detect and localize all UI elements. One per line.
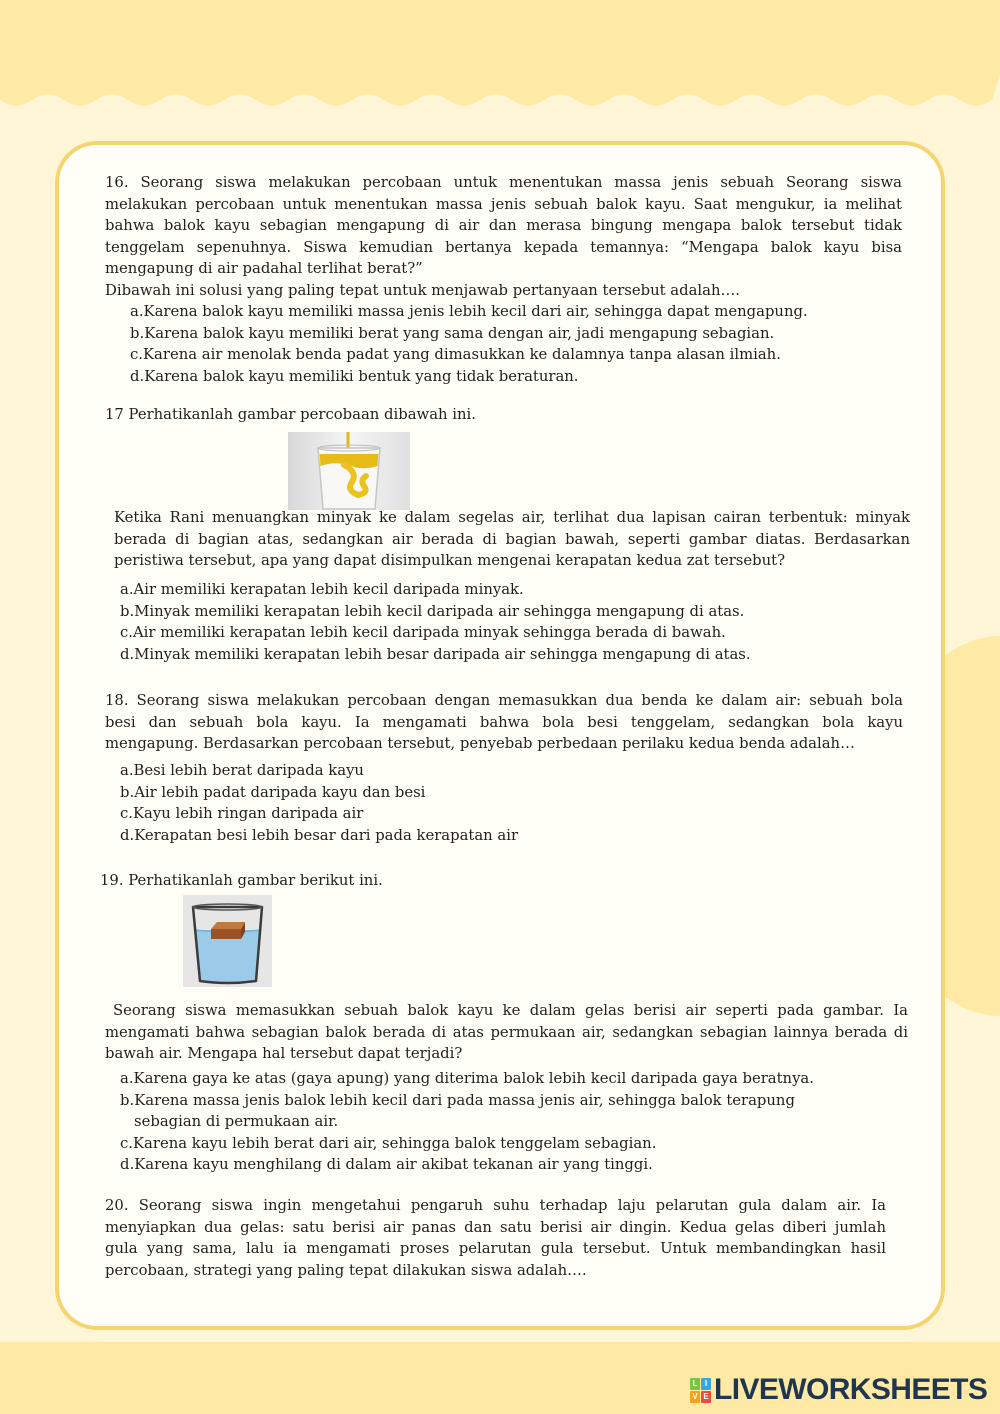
question-17-line: peristiwa tersebut, apa yang dapat disimpulkan mengenai kerapatan kedua zat tersebut? [114,552,786,569]
option-17-b [120,601,900,623]
question-20-line: 20. Seorang siswa ingin mengetahui pengaruh suhu terhadap laju pelarutan gula dalam air. Ia [105,1197,886,1214]
wood-block-front [211,929,241,939]
question-16-line: tenggelam sepenuhnya. Siswa kemudian bertanya kepada temannya: “Mengapa balok kayu bisa [105,238,902,256]
option-19-b-continuation: sebagian di permukaan air. [134,1113,339,1130]
option-label: d. [120,1156,135,1173]
question-17-line: Ketika Rani menuangkan minyak ke dalam segelas air, terlihat dua lapisan cairan terbentuk: minyak [114,509,910,526]
question-19-title-text: 19. Perhatikanlah gambar berikut ini. [100,872,383,889]
question-17-options [120,579,900,665]
option-18-a [120,760,900,782]
question-16-options [105,301,902,387]
oil-water-glass-image [288,432,410,510]
question-17-text [114,507,910,572]
question-19-options [120,1068,900,1176]
question-20-line: percobaan, strategi yang paling tepat dilakukan siswa adalah…. [105,1261,587,1279]
option-label: c. [120,624,133,641]
option-text: Air lebih padat daripada kayu dan besi [134,783,426,801]
option-18-c [120,803,900,825]
option-text: Karena balok kayu memiliki berat yang sama dengan air, jadi mengapung sebagian. [144,324,775,342]
liveworksheets-logo[interactable] [690,1372,987,1408]
question-16 [105,172,902,387]
logo-mark-square: L [690,1378,700,1390]
question-19-line: Seorang siswa memasukkan sebuah balok kayu ke dalam gelas berisi air seperti pada gambar. Ia [113,1002,908,1019]
option-label: d. [130,367,145,385]
option-text: Air memiliki kerapatan lebih kecil daripada minyak. [133,581,524,598]
question-19-line: mengamati bahwa sebagian balok berada di atas permukaan air, sedangkan sebagian lainnya berada di [105,1023,908,1041]
option-text: Karena balok kayu memiliki bentuk yang tidak beraturan. [144,367,579,385]
question-19-line: bawah air. Mengapa hal tersebut dapat terjadi? [105,1045,463,1062]
option-19-a [120,1068,900,1090]
question-16-line: mengapung di air padahal terlihat berat?” [105,260,423,277]
option-label: a. [130,303,144,320]
option-label: b. [120,783,135,801]
question-17-title-text: 17 Perhatikanlah gambar percobaan dibawah ini. [105,406,476,423]
top-wave-shape [0,0,1000,106]
question-16-prompt: Dibawah ini solusi yang paling tepat untuk menjawab pertanyaan tersebut adalah…. [105,281,741,299]
option-16-c [130,344,902,366]
question-18-line: mengapung. Berdasarkan percobaan tersebut, penyebab perbedaan perilaku kedua benda adalah… [105,735,855,752]
option-label: c. [130,346,143,363]
question-19-text [105,1000,908,1065]
option-label: b. [130,324,145,342]
option-19-b [120,1090,900,1112]
option-17-a [120,579,900,601]
option-text: Karena massa jenis balok lebih kecil dari pada massa jenis air, sehingga balok terapung [134,1091,795,1109]
floating-block-glass-image [183,895,272,987]
option-label: a. [120,581,134,598]
option-17-d [120,644,900,666]
option-label: b. [120,602,135,620]
option-text: Karena gaya ke atas (gaya apung) yang diterima balok lebih kecil daripada gaya beratnya. [133,1070,814,1087]
option-label: a. [120,762,134,779]
option-text: Air memiliki kerapatan lebih kecil daripada minyak sehingga berada di bawah. [133,624,726,641]
option-text: Karena balok kayu memiliki massa jenis lebih kecil dari air, sehingga dapat mengapung. [143,303,808,320]
question-17-line: berada di bagian atas, sedangkan air berada di bagian bawah, seperti gambar diatas. Berdasarkan [114,530,910,548]
question-19-title [100,870,800,892]
option-text: Kayu lebih ringan daripada air [133,805,364,822]
question-17-title [105,404,805,426]
option-16-a [130,301,902,323]
option-label: a. [120,1070,134,1087]
logo-mark-square: I [701,1378,711,1390]
option-17-c [120,622,900,644]
question-18-line: besi dan sebuah bola kayu. Ia mengamati bahwa bola besi tenggelam, sedangkan bola kayu [105,713,903,731]
option-text: Minyak memiliki kerapatan lebih besar daripada air sehingga mengapung di atas. [134,645,751,663]
option-text: Karena kayu menghilang di dalam air akibat tekanan air yang tinggi. [134,1156,653,1173]
option-18-d [120,825,900,847]
option-label: c. [120,1134,133,1152]
option-16-b [130,323,902,345]
option-label: d. [120,645,135,663]
question-20-line: menyiapkan dua gelas: satu berisi air panas dan satu berisi air dingin. Kedua gelas diberi jumlah [105,1218,886,1236]
option-16-d [130,366,902,388]
option-18-b [120,782,900,804]
option-text: Minyak memiliki kerapatan lebih kecil daripada air sehingga mengapung di atas. [134,602,745,620]
logo-mark-square: V [690,1391,700,1403]
question-20-line: gula yang sama, lalu ia mengamati proses pelarutan gula tersebut. Untuk membandingkan hasil [105,1240,886,1257]
top-wave-band [0,0,1000,120]
logo-mark-icon [690,1378,711,1403]
question-16-line: melakukan percobaan untuk menentukan massa jenis sebuah balok kayu. Saat mengukur, ia melihat [105,195,902,213]
logo-wordmark: LIVEWORKSHEETS [714,1373,988,1406]
option-text: Karena air menolak benda padat yang dimasukkan ke dalamnya tanpa alasan ilmiah. [143,346,781,363]
option-label: b. [120,1091,135,1109]
option-text: Kerapatan besi lebih besar dari pada kerapatan air [134,826,519,844]
option-label: c. [120,805,133,822]
question-18-text [105,690,903,755]
option-label: d. [120,826,135,844]
question-16-line: bahwa balok kayu sebagian mengapung di air dan merasa bingung mengapa balok tersebut tidak [105,217,902,234]
question-18-options [120,760,900,846]
option-19-c [120,1133,900,1155]
option-text: Besi lebih berat daripada kayu [133,762,364,779]
question-20-text [105,1195,886,1281]
option-text: Karena kayu lebih berat dari air, sehingga balok tenggelam sebagian. [133,1134,657,1152]
option-19-d [120,1154,900,1176]
question-18-line: 18. Seorang siswa melakukan percobaan dengan memasukkan dua benda ke dalam air: sebuah bola [105,692,903,709]
question-16-line: 16. Seorang siswa melakukan percobaan untuk menentukan massa jenis sebuah Seorang siswa [105,174,902,191]
logo-mark-square: E [701,1391,711,1403]
